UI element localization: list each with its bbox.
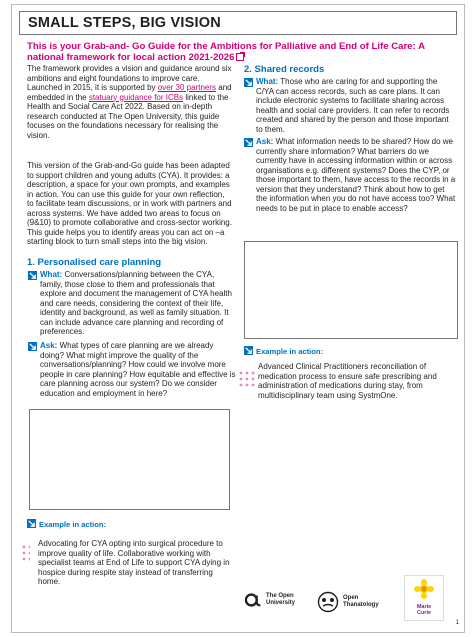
ask-label: Ask: [256,137,274,146]
mc-line-1: Marie [416,604,432,610]
section-2-example-label: Example in action: [256,347,324,356]
ask-text: What types of care planning are we already doing? What might improve the quality of the conversations/planning? How could we involve more people in care planning? How equitable and effective is care planning across our system? Do we consider education and employment in here? [40,341,236,398]
statutory-guidance-link[interactable]: statuary guidance for ICBs [88,92,184,102]
arrow-bullet-icon [28,271,37,280]
section-1-heading: 1. Personalised care planning [27,257,162,268]
arrow-bullet-icon [27,519,36,528]
page-number: 1 [455,620,459,626]
section-2-example-text: Advanced Clinical Practitioners reconciliation of medication process to ensure safe prescribing and administration of medications during stay, from multidisciplinary team using SystmOne. [258,362,437,400]
open-university-icon [245,591,263,609]
ot-line-1: Open [343,595,359,601]
arrow-bullet-icon [244,138,253,147]
page-title: SMALL STEPS, BIG VISION [28,15,221,31]
subtitle-text[interactable]: This is your Grab-and- Go Guide for the Ambitions for Palliative and End of Life Care: A national framework for local action 2021-2026 [27,41,425,63]
what-label: What: [40,270,63,279]
section-2-what [256,77,456,134]
open-thanatology-icon [317,591,339,613]
arrow-bullet-icon [28,342,37,351]
section-2-ask [256,137,456,213]
guide-page [11,4,465,633]
section-1-example-text: Advocating for CYA opting into surgical procedure to improve quality of life. Collaborative working with specialist teams at End of Life to support CYA dying in hospice during respite stay instead of transferring home. [38,539,230,586]
ou-line-1: The Open [266,593,294,599]
external-link-icon[interactable] [236,53,244,61]
section-2-heading: 2. Shared records [244,64,325,75]
ask-label: Ask: [40,341,58,350]
intro-text-a: The framework provides a vision and guidance around six ambitions and eight foundations to improve care. Launched in 2015, it is supported by [27,64,232,92]
intro-paragraph-2: This version of the Grab-and-Go guide has been adapted to support children and young adults (CYA). It provides: a description, a space for your own prompts, and examples in action. You can use this guide for your own reflection, to facilitate team discussions, or in work with partners and across systems. We have added two areas to focus on (9&10) to promote collaborative and cross-sector working. This guide helps you to identify areas you can act on –a starting block to turn small steps into the big vision. [27,161,232,246]
subtitle[interactable] [27,41,457,63]
ot-line-2: Thanatology [343,602,379,608]
section-1-ask [40,341,236,398]
what-text: Those who are caring for and supporting the C/YA can access records, such as care plans. It can include electronic systems to facilitate sharing across health and social care providers. It can refer to records created and shared by the person and those important to them. [256,77,450,134]
open-thanatology-logo [317,591,379,613]
open-university-logo [245,591,295,609]
daffodil-icon [413,579,435,599]
arrow-bullet-icon [244,346,253,355]
partners-link[interactable]: over 30 partners [157,83,217,92]
what-text: Conversations/planning between the CYA, family, those close to them and professionals that explore and document the management of CYA health and care needs, considering the context of their life, identity and background, as well as family situation. It can include advance care planning and recording of preferences. [40,270,232,336]
notes-box-2[interactable] [244,241,458,339]
notes-box-1[interactable] [29,409,230,510]
ou-line-2: University [266,600,296,606]
section-1-example-label: Example in action: [39,520,107,529]
intro-text-c: linked to the Health and Social Care Act 2022. Based on in-depth research conducted at The Open University, this guide focuses on the foundations necessary for realising the vision. [27,92,229,140]
arrow-bullet-icon [244,78,253,87]
what-label: What: [256,77,279,86]
section-1-what [40,270,236,337]
intro-text-b: and embedded in the [27,83,232,102]
marie-curie-logo [404,575,444,621]
title-box [19,11,457,35]
intro-paragraph-1 [27,64,232,140]
ask-text: What information needs to be shared? How do we currently share information? What barriers do we currently have in accessing information within or across organisations e.g. different systems? Does the CYP, or those important to them, have access to the records in a version that they understand? Think about how to get the information when you do not have access too? What needs to be put in place to enable access? [256,137,456,213]
mc-line-2: Curie [416,610,432,616]
